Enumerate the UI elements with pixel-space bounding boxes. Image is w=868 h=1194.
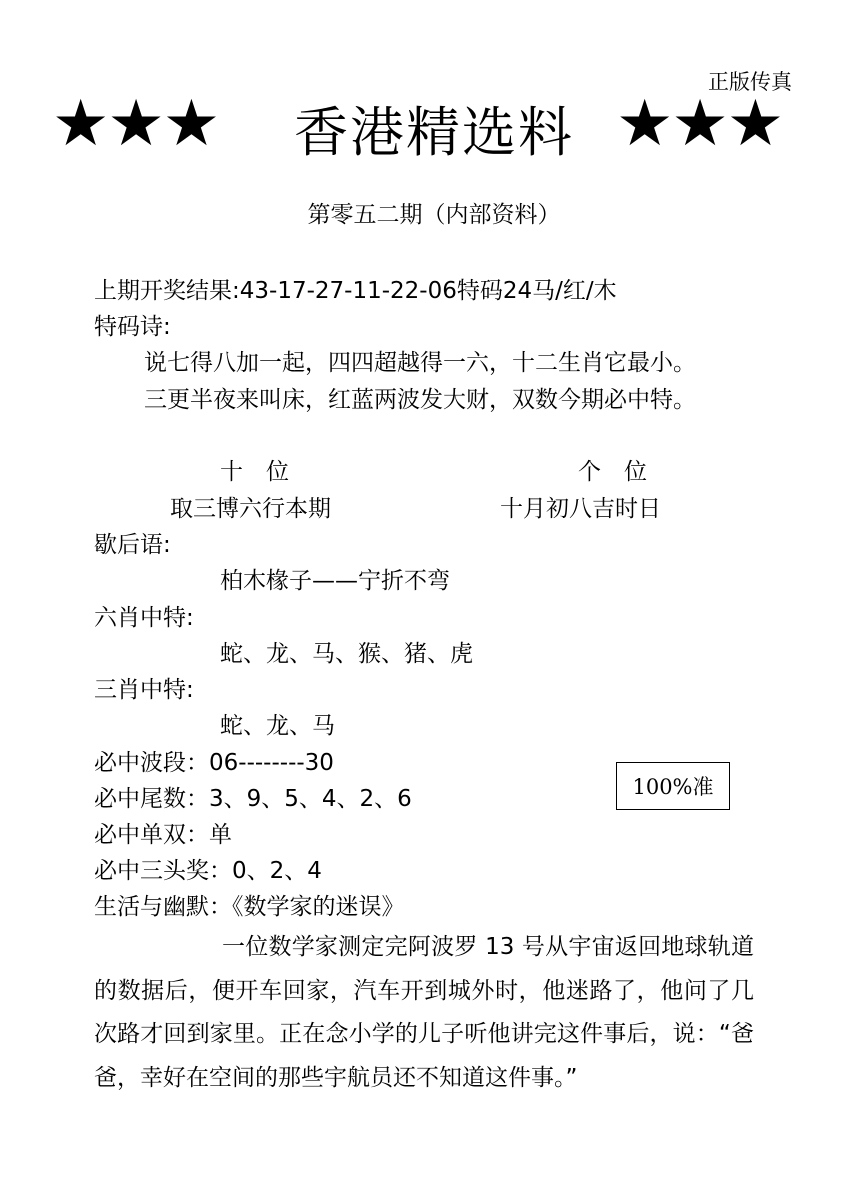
page-title: 香港精选料 [294,101,574,164]
six-zodiac-label: 六肖中特: [94,605,194,631]
six-zodiac-value: 蛇、龙、马、猴、猪、虎 [220,641,473,667]
tens-value: 取三博六行本期 [170,496,331,522]
humor-label: 生活与幽默：《数学家的迷误》 [94,894,405,920]
ones-label: 个 位 [578,459,647,485]
xiehouyu-label: 歇后语: [94,532,171,558]
three-zodiac-value: 蛇、龙、马 [220,713,335,739]
humor-body: 一位数学家测定完阿波罗 13 号从宇宙返回地球轨道的数据后，便开车回家，汽车开到城外时，他迷路了，他问了几次路才回到家里。正在念小学的儿子听他讲完这件事后，说：“爸爸，幸好在空间的那些宇航员还不知道这件事。” [94,934,754,1091]
wave-pick: 必中波段：06--------30 [94,750,334,776]
last-result: 上期开奖结果:43-17-27-11-22-06特码24马/红/木 [94,278,617,304]
edition-tag: 正版传真 [708,70,792,94]
ones-value: 十月初八吉时日 [500,496,661,522]
odd-even-pick: 必中单双：单 [94,822,232,848]
three-zodiac-label: 三肖中特: [94,677,194,703]
poem-line-2: 三更半夜来叫床，红蓝两波发大财，双数今期必中特。 [144,387,696,413]
poem-line-1: 说七得八加一起，四四超越得一六，十二生肖它最小。 [144,350,696,376]
xiehouyu-value: 柏木椽子——宁折不弯 [220,568,450,594]
tail-pick: 必中尾数：3、9、5、4、2、6 [94,786,412,812]
poem-label: 特码诗: [94,314,171,340]
stars-left-icon: ★★★ [52,87,219,161]
issue-subtitle: 第零五二期（内部资料） [307,202,561,228]
accuracy-box: 100%准 [616,762,730,810]
stars-right-icon: ★★★ [616,87,783,161]
head-pick: 必中三头奖：0、2、4 [94,858,322,884]
tens-label: 十 位 [220,459,289,485]
